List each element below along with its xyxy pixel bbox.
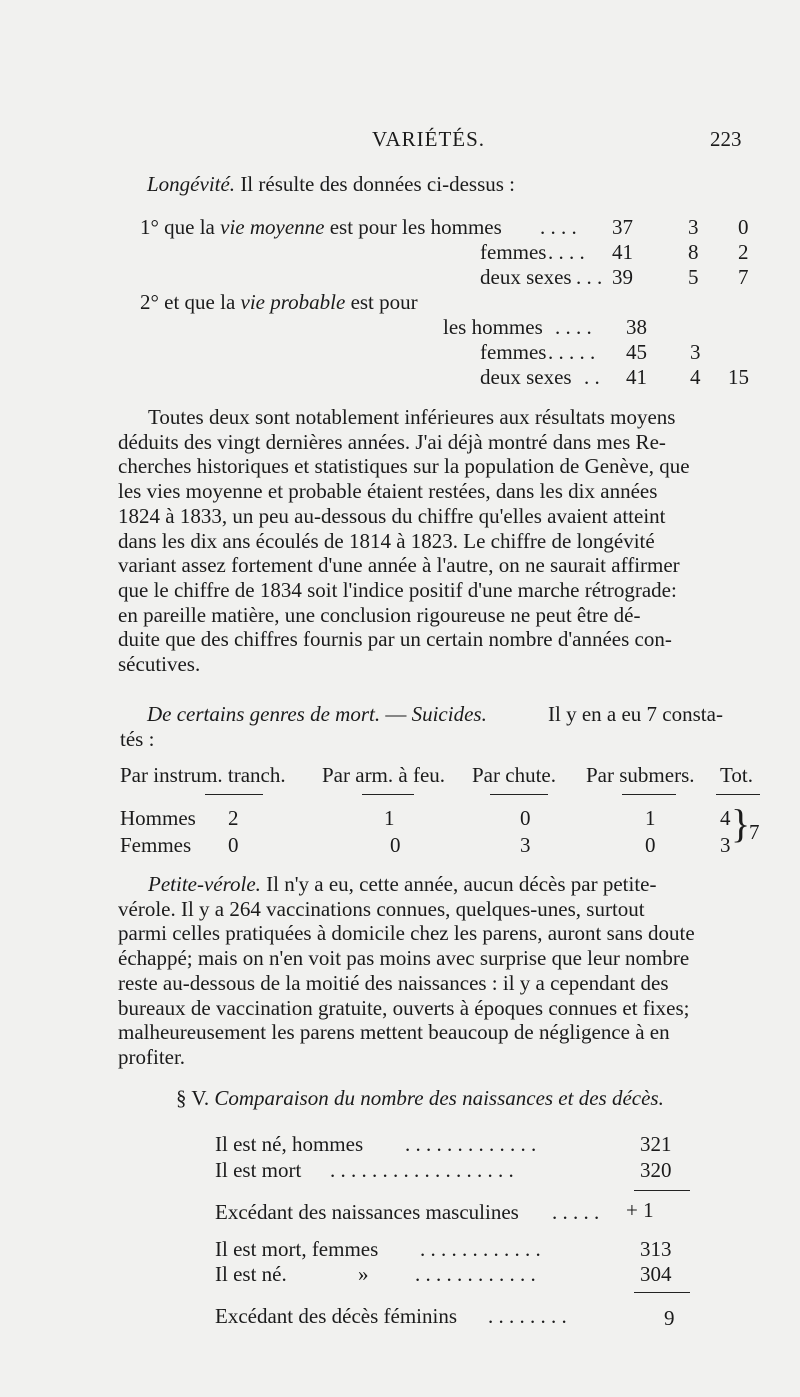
moyenne-b-1: 8 <box>688 240 699 264</box>
sum-rule <box>634 1190 690 1191</box>
item2-prefix: 2° et que la <box>140 290 241 314</box>
moyenne-c-2: 7 <box>738 265 749 289</box>
col-header-instrum: Par instrum. tranch. <box>120 763 286 787</box>
cmp-dots-2: . . . . . <box>552 1200 600 1224</box>
probable-c-2: 15 <box>728 365 749 389</box>
cmp-dots-5: . . . . . . . . <box>488 1304 567 1328</box>
para1-line: duite que des chiffres fournis par un certain nombre d'années con- <box>118 627 672 652</box>
cmp-dots-3: . . . . . . . . . . . . <box>420 1237 541 1261</box>
cell-femmes-arme: 0 <box>390 833 401 857</box>
cmp-value-1: 320 <box>640 1158 672 1182</box>
cmp-label-1: Il est mort <box>215 1158 302 1182</box>
para1-line: en pareille matière, une conclusion rigoureuse ne peut être dé- <box>118 602 641 627</box>
moyenne-dots-2: . . . <box>576 265 603 289</box>
sum-rule <box>634 1292 690 1293</box>
cell-hommes-chute: 0 <box>520 806 531 830</box>
suicides-heading-line <box>147 702 487 727</box>
probable-dots-1: . . . . . <box>548 340 596 364</box>
probable-a-0: 38 <box>626 315 647 339</box>
para1-line: Toutes deux sont notablement inférieures aux résultats moyens <box>148 405 676 429</box>
vie-moyenne-line <box>140 215 502 240</box>
cmp-value-5: 9 <box>664 1306 675 1330</box>
vie-probable-line <box>140 290 418 315</box>
grand-total: 7 <box>749 820 760 844</box>
cmp-label-3: Il est mort, femmes <box>215 1237 379 1261</box>
table-rule <box>622 794 676 795</box>
section-symbol: § V. <box>176 1086 210 1110</box>
para1-line: les vies moyenne et probable étaient restées, dans les dix années <box>118 479 658 504</box>
table-rule <box>490 794 548 795</box>
moyenne-c-1: 2 <box>738 240 749 264</box>
petite-verole-heading: Petite-vérole. <box>148 872 261 896</box>
suicides-text-2: tés : <box>120 727 155 751</box>
longevite-intro-line <box>147 172 515 197</box>
item1-prefix: 1° que la <box>140 215 221 239</box>
col-header-total: Tot. <box>720 763 753 787</box>
para1-line: que le chiffre de 1834 soit l'indice positif d'une marche rétrograde: <box>118 577 677 602</box>
moyenne-label-2: deux sexes <box>480 265 572 289</box>
running-header-title: VARIÉTÉS. <box>372 127 486 151</box>
table-rule <box>716 794 760 795</box>
moyenne-dots-0: . . . . <box>540 215 577 239</box>
probable-a-1: 45 <box>626 340 647 364</box>
cmp-label-4: Il est né. <box>215 1262 287 1286</box>
petite-verole-line: malheureusement les parens mettent beaucoup de négligence à en <box>118 1020 670 1045</box>
petite-verole-line: échappé; mais on n'en voit pas moins avec surprise que leur nombre <box>118 946 690 971</box>
probable-a-2: 41 <box>626 365 647 389</box>
item2-term: vie probable <box>240 290 346 314</box>
total-brace: } <box>731 801 751 846</box>
cmp-label-2: Excédant des naissances masculines <box>215 1200 519 1224</box>
item1-term: vie moyenne <box>220 215 325 239</box>
cell-femmes-submers: 0 <box>645 833 656 857</box>
suicides-heading-a: De certains genres de mort. <box>147 702 381 726</box>
cmp-quote-4: » <box>358 1262 369 1286</box>
cmp-value-4: 304 <box>640 1262 672 1286</box>
paragraph-petite-verole <box>118 872 758 1070</box>
cmp-value-0: 321 <box>640 1132 672 1156</box>
para1-line: déduits des vingt dernières années. J'ai déjà montré dans mes Re- <box>118 429 666 454</box>
petite-verole-first-line <box>118 872 758 897</box>
probable-b-2: 4 <box>690 365 701 389</box>
moyenne-b-2: 5 <box>688 265 699 289</box>
para1-line: variant assez fortement d'une année à l'autre, on ne saurait affirmer <box>118 553 680 578</box>
cell-femmes-instrum: 0 <box>228 833 239 857</box>
moyenne-label-1: femmes <box>480 240 547 264</box>
petite-verole-line: reste au-dessous de la moitié des naissances : il y a cependant des <box>118 970 669 995</box>
suicides-heading-b: Suicides. <box>411 702 487 726</box>
probable-b-1: 3 <box>690 340 701 364</box>
cmp-value-2: + 1 <box>626 1198 654 1222</box>
page-number: 223 <box>710 127 742 151</box>
cmp-value-3: 313 <box>640 1237 672 1261</box>
cell-hommes-total: 4 <box>720 806 731 830</box>
col-header-chute: Par chute. <box>472 763 556 787</box>
para1-line: dans les dix ans écoulés de 1814 à 1823. Le chiffre de longévité <box>118 528 655 553</box>
moyenne-a-2: 39 <box>612 265 633 289</box>
cmp-label-0: Il est né, hommes <box>215 1132 364 1156</box>
item2-suffix: est pour <box>345 290 418 314</box>
col-header-submers: Par submers. <box>586 763 695 787</box>
cell-femmes-total: 3 <box>720 833 731 857</box>
cmp-label-5: Excédant des décès féminins <box>215 1304 457 1328</box>
probable-label-2: deux sexes <box>480 365 572 389</box>
table-rule <box>362 794 414 795</box>
petite-verole-line: vérole. Il y a 264 vaccinations connues, quelques-unes, surtout <box>118 896 645 921</box>
para1-line: cherches historiques et statistiques sur la population de Genève, que <box>118 454 690 479</box>
suicides-text-1: Il y en a eu 7 consta- <box>548 702 723 726</box>
section-title: Comparaison du nombre des naissances et des décès. <box>214 1086 664 1110</box>
probable-label-0: les hommes <box>443 315 543 339</box>
petite-verole-line: parmi celles pratiquées à domicile chez les parens, auront sans doute <box>118 921 695 946</box>
col-header-arme: Par arm. à feu. <box>322 763 446 787</box>
moyenne-c-0: 0 <box>738 215 749 239</box>
probable-dots-2: . . <box>584 365 600 389</box>
paragraph-longevite-commentary <box>118 405 758 677</box>
row-label-femmes: Femmes <box>120 833 192 857</box>
probable-dots-0: . . . . <box>555 315 592 339</box>
petite-verole-line: profiter. <box>118 1044 186 1069</box>
moyenne-a-0: 37 <box>612 215 633 239</box>
para1-line: 1824 à 1833, un peu au-dessous du chiffre qu'elles avaient atteint <box>118 503 666 528</box>
item1-suffix: est pour les hommes <box>324 215 502 239</box>
cmp-dots-4: . . . . . . . . . . . . <box>415 1262 536 1286</box>
cell-hommes-submers: 1 <box>645 806 656 830</box>
petite-verole-line: bureaux de vaccination gratuite, ouverts à époques connues et fixes; <box>118 995 690 1020</box>
section-heading <box>176 1086 664 1111</box>
moyenne-a-1: 41 <box>612 240 633 264</box>
cell-hommes-arme: 1 <box>384 806 395 830</box>
petite-verole-line: Il n'y a eu, cette année, aucun décès par petite- <box>266 872 657 896</box>
cell-femmes-chute: 3 <box>520 833 531 857</box>
cmp-dots-0: . . . . . . . . . . . . . <box>405 1132 537 1156</box>
table-rule <box>205 794 263 795</box>
row-label-hommes: Hommes <box>120 806 196 830</box>
cell-hommes-instrum: 2 <box>228 806 239 830</box>
moyenne-dots-1: . . . . <box>548 240 585 264</box>
para1-line: sécutives. <box>118 652 201 677</box>
longevite-heading: Longévité. <box>147 172 236 196</box>
cmp-dots-1: . . . . . . . . . . . . . . . . . . <box>330 1158 514 1182</box>
probable-label-1: femmes <box>480 340 547 364</box>
longevite-intro: Il résulte des données ci-dessus : <box>240 172 515 196</box>
moyenne-b-0: 3 <box>688 215 699 239</box>
suicides-dash: — <box>380 702 412 726</box>
